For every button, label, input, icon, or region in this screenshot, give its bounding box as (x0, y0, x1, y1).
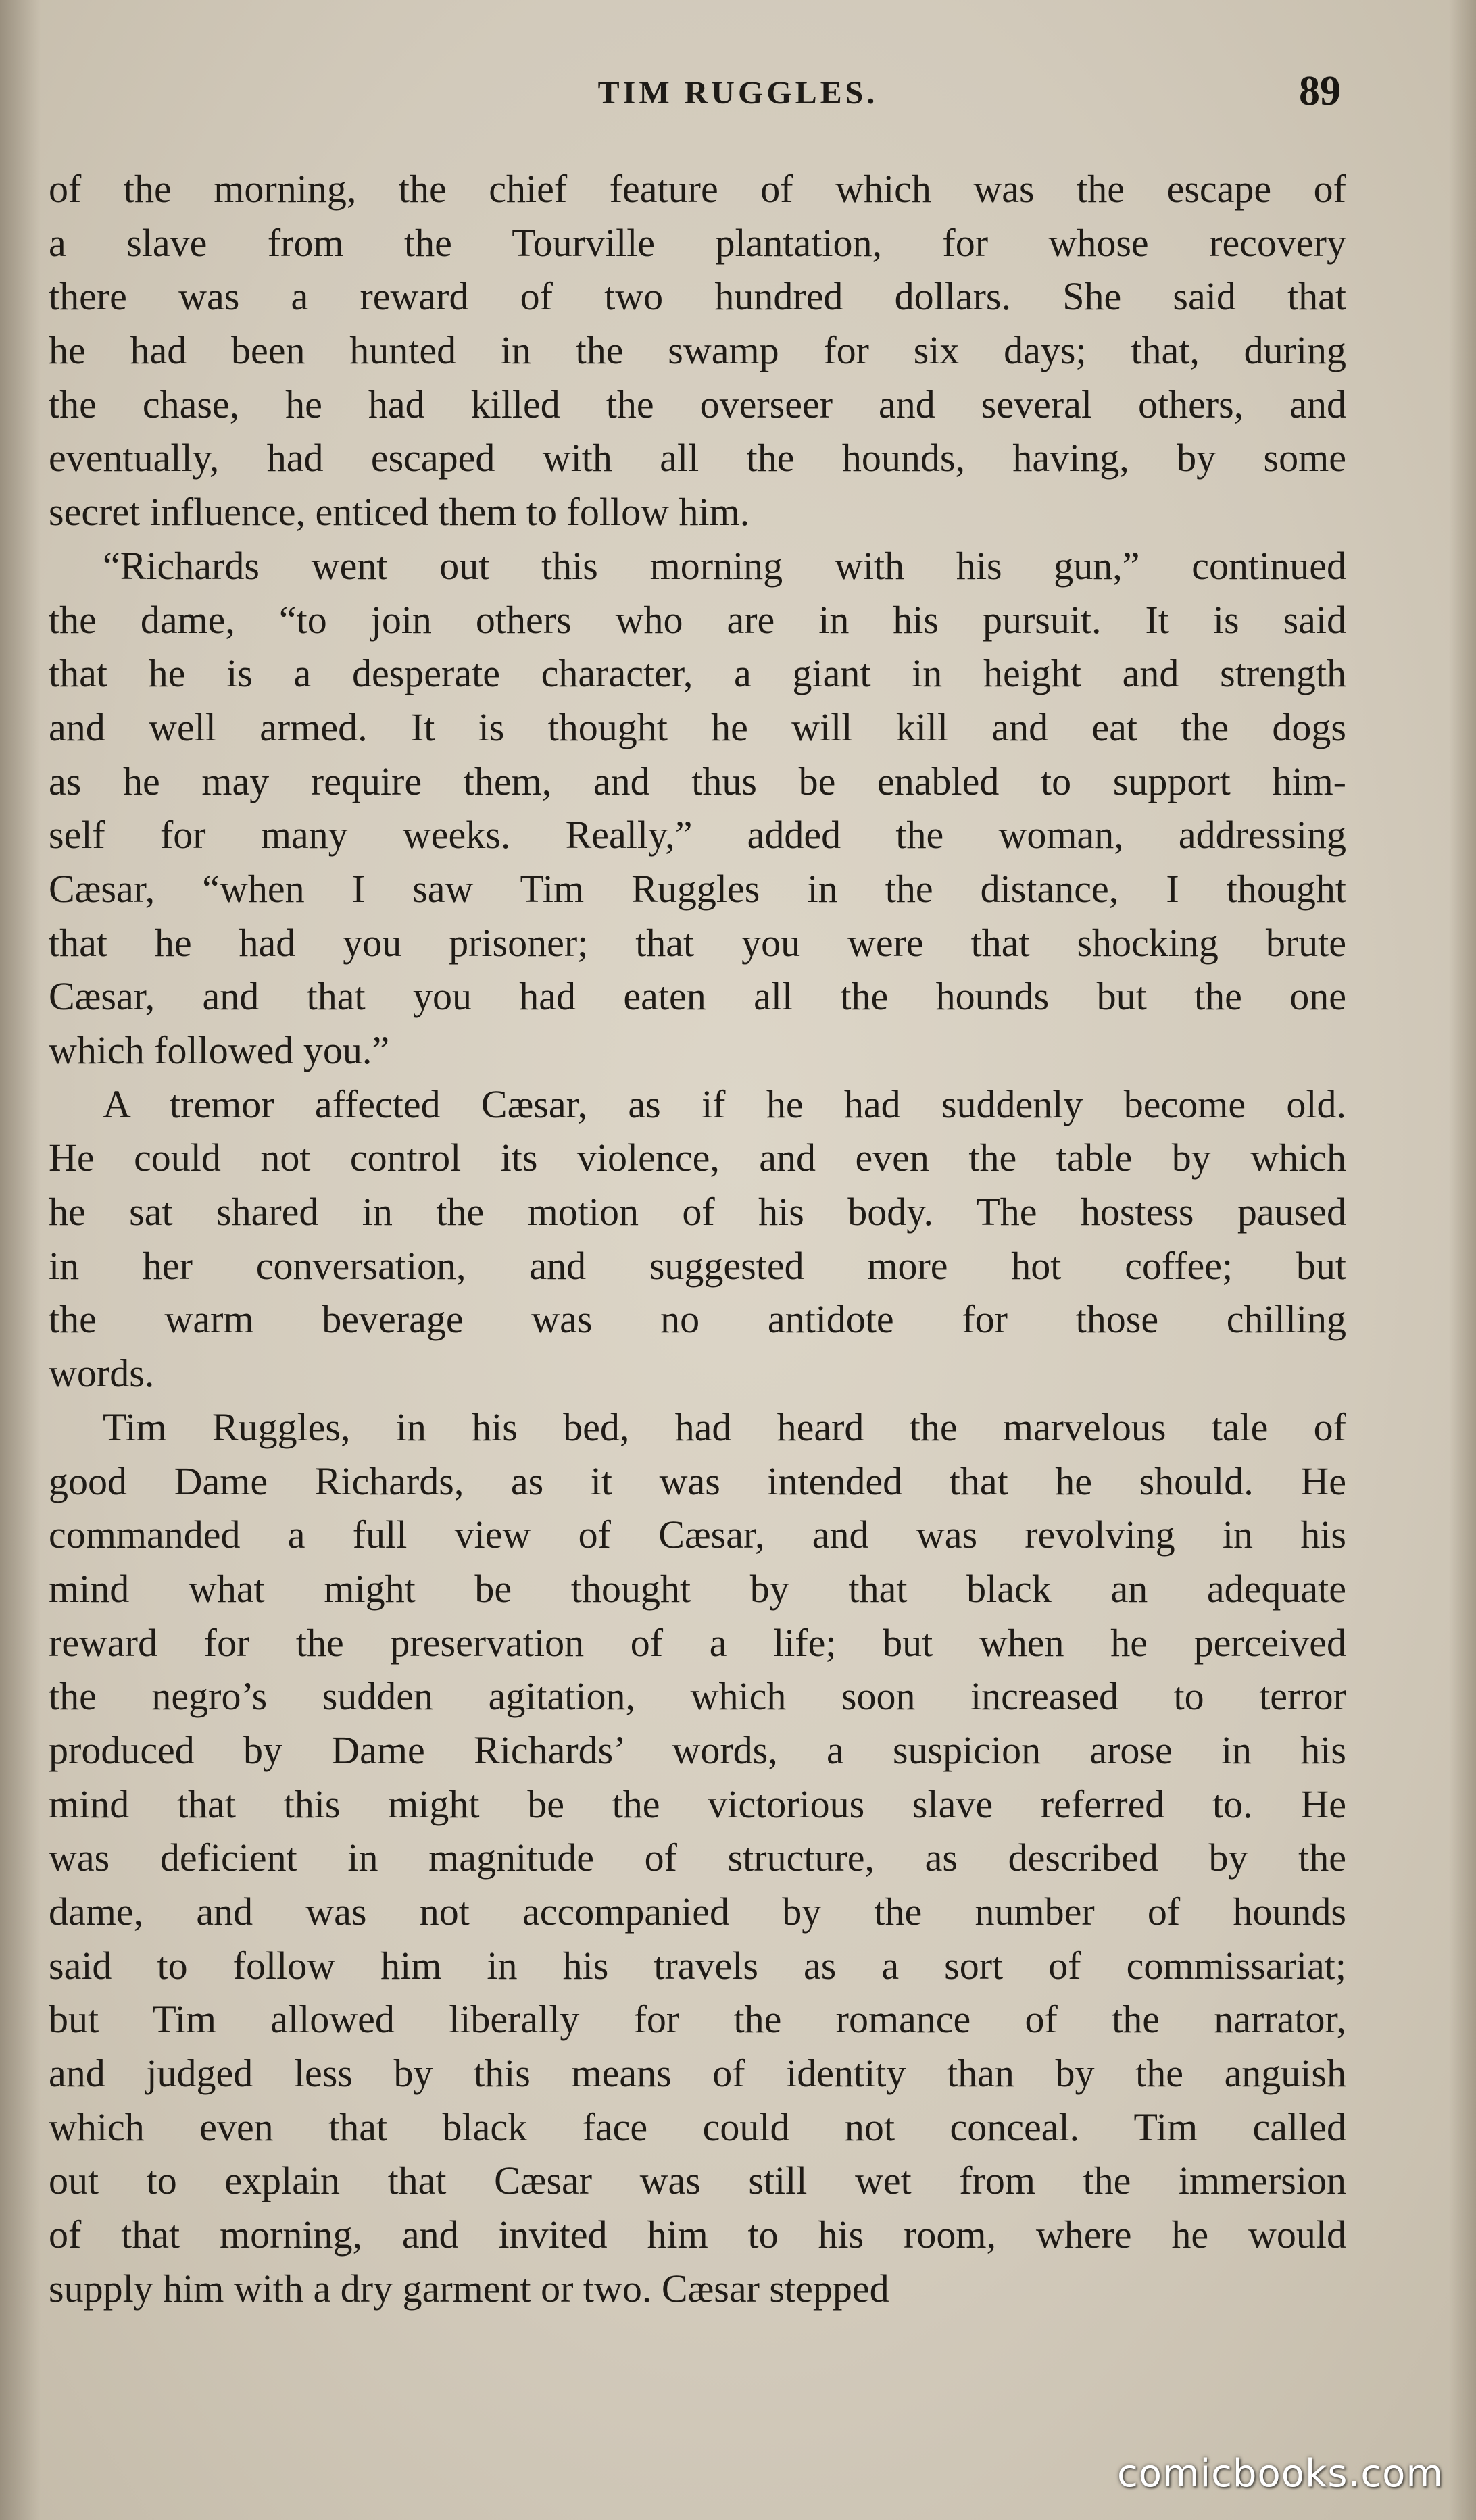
text-line: of that morning, and invited him to his room, where he would (49, 2213, 1346, 2257)
text-line: there was a reward of two hundred dollars. She said that (49, 274, 1346, 319)
text-line: the chase, he had killed the overseer and several others, and (49, 382, 1346, 426)
text-line: out to explain that Cæsar was still wet from the immersion (49, 2159, 1346, 2203)
text-line: self for many weeks. Really,” added the woman, addressing (49, 813, 1346, 857)
text-line: He could not control its violence, and even the table by which (49, 1136, 1346, 1180)
text-line: as he may require them, and thus be enabled to support him- (49, 759, 1346, 803)
text-line: dame, and was not accompanied by the number of hounds (49, 1890, 1346, 1934)
page-number: 89 (1299, 68, 1341, 114)
text-line: Cæsar, and that you had eaten all the hounds but the one (49, 974, 1346, 1019)
text-line: secret influence, enticed them to follow him. (49, 490, 750, 534)
text-line: a slave from the Tourville plantation, for whose recovery (49, 220, 1346, 265)
text-line: Tim Ruggles, in his bed, had heard the marvelous tale of (103, 1405, 1346, 1449)
text-line: A tremor affected Cæsar, as if he had suddenly become old. (103, 1082, 1346, 1126)
text-line: good Dame Richards, as it was intended that he should. He (49, 1459, 1346, 1503)
text-line: that he is a desperate character, a giant in height and strength (49, 651, 1346, 696)
text-line: produced by Dame Richards’ words, a suspicion arose in his (49, 1728, 1346, 1772)
text-line: supply him with a dry garment or two. Cæsar stepped (49, 2266, 889, 2311)
text-line: “Richards went out this morning with his gun,” continued (103, 543, 1346, 588)
text-line: which even that black face could not conceal. Tim called (49, 2105, 1346, 2149)
text-line: of the morning, the chief feature of which was the escape of (49, 167, 1346, 211)
text-line: mind what might be thought by that black an adequate (49, 1566, 1346, 1611)
text-line: eventually, had escaped with all the hounds, having, by some (49, 436, 1346, 480)
text-line: in her conversation, and suggested more hot coffee; but (49, 1243, 1346, 1288)
text-line: Cæsar, “when I saw Tim Ruggles in the distance, I thought (49, 866, 1346, 911)
running-head: TIM RUGGLES. (597, 75, 879, 111)
page-edge-shadow (1449, 0, 1476, 2520)
text-line: that he had you prisoner; that you were that shocking brute (49, 920, 1346, 965)
text-line: words. (49, 1351, 155, 1396)
text-line: and well armed. It is thought he will kill and eat the dogs (49, 705, 1346, 749)
text-line: said to follow him in his travels as a sort of commissariat; (49, 1943, 1346, 1988)
page-gutter-shadow (0, 0, 41, 2520)
watermark-text: comicbooks.com (1116, 2452, 1444, 2496)
text-line: but Tim allowed liberally for the romance of the narrator, (49, 1997, 1346, 2042)
text-line: and judged less by this means of identity than by the anguish (49, 2051, 1346, 2096)
text-line: was deficient in magnitude of structure, as described by the (49, 1836, 1346, 1880)
text-line: which followed you.” (49, 1028, 390, 1072)
text-line: the dame, “to join others who are in his pursuit. It is said (49, 597, 1346, 642)
text-line: he had been hunted in the swamp for six days; that, during (49, 328, 1346, 373)
text-line: the warm beverage was no antidote for those chilling (49, 1297, 1346, 1342)
body-text (49, 162, 1346, 2316)
text-line: commanded a full view of Cæsar, and was revolving in his (49, 1513, 1346, 1557)
text-line: mind that this might be the victorious slave referred to. He (49, 1782, 1346, 1826)
text-line: reward for the preservation of a life; but when he perceived (49, 1620, 1346, 1665)
text-line: he sat shared in the motion of his body. The hostess paused (49, 1190, 1346, 1234)
text-line: the negro’s sudden agitation, which soon increased to terror (49, 1674, 1346, 1719)
